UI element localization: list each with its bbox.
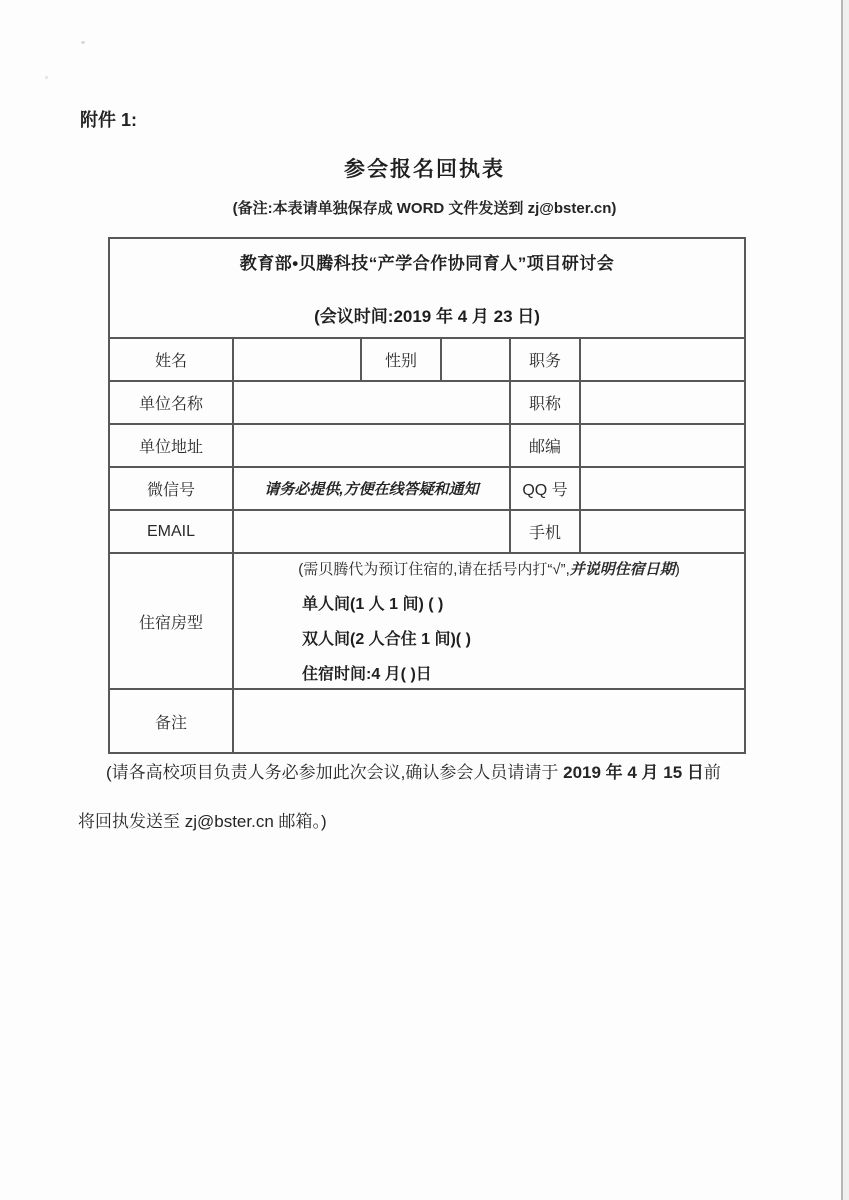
table-row-remarks: [109, 689, 745, 753]
table-row-name: [109, 338, 745, 381]
page-title: 参会报名回执表: [344, 158, 505, 181]
qq-label: QQ 号: [510, 467, 580, 510]
name-blank-cell: [233, 338, 361, 381]
lodging-instruction: [240, 558, 738, 579]
wechat-note-text: 请务必提供,方便在线答疑和通知: [264, 481, 479, 498]
conference-title: 教育部•贝腾科技“产学合作协同育人”项目研讨会: [239, 254, 615, 273]
remarks-label: 备注: [109, 689, 233, 753]
email-blank-cell: [233, 510, 510, 553]
scan-speck: [45, 76, 48, 79]
table-header-row: [109, 238, 745, 338]
footer-note: [78, 748, 788, 846]
org-name-blank-cell: [233, 381, 510, 424]
table-row-org-address: [109, 424, 745, 467]
mobile-label: 手机: [510, 510, 580, 553]
position-label: 职务: [510, 338, 580, 381]
scan-speck: [81, 41, 85, 44]
footer-deadline-date: 2019 年 4 月 15 日: [563, 763, 704, 782]
prof-title-label: 职称: [510, 381, 580, 424]
conference-date: (会议时间:2019 年 4 月 23 日): [314, 307, 540, 326]
remarks-blank-cell: [233, 689, 745, 753]
wechat-note-cell: [233, 467, 510, 510]
org-name-label: 单位名称: [109, 381, 233, 424]
email-label: EMAIL: [109, 510, 233, 553]
footer-line1-prefix: (请各高校项目负责人务必参加此次会议,确认参会人员请请于: [106, 763, 564, 782]
page-subtitle-note: (备注:本表请单独保存成 WORD 文件发送到 zj@bster.cn): [232, 200, 617, 217]
lodging-option-single: 单人间(1 人 1 间) ( ): [302, 596, 444, 613]
position-blank-cell: [580, 338, 745, 381]
gender-label: 性别: [361, 338, 441, 381]
lodging-instruction-suffix: ): [674, 561, 680, 578]
org-address-blank-cell: [233, 424, 510, 467]
postcode-label: 邮编: [510, 424, 580, 467]
table-header-cell: [109, 238, 745, 338]
footer-line1: [78, 748, 788, 797]
name-label: 姓名: [109, 338, 233, 381]
registration-table: [108, 237, 746, 754]
mobile-blank-cell: [580, 510, 745, 553]
lodging-option-double: 双人间(2 人合住 1 间)( ): [302, 631, 471, 648]
footer-line2: 将回执发送至 zj@bster.cn 邮箱。): [78, 812, 327, 831]
table-row-wechat: [109, 467, 745, 510]
postcode-blank-cell: [580, 424, 745, 467]
lodging-instruction-prefix: (需贝腾代为预订住宿的,请在括号内打“√”,: [298, 561, 570, 578]
table-row-org-name: [109, 381, 745, 424]
org-address-label: 单位地址: [109, 424, 233, 467]
lodging-label: 住宿房型: [109, 553, 233, 689]
prof-title-blank-cell: [580, 381, 745, 424]
lodging-instruction-emphasis: 并说明住宿日期: [569, 561, 675, 578]
table-row-email: [109, 510, 745, 553]
table-row-lodging: [109, 553, 745, 689]
gender-blank-cell: [441, 338, 510, 381]
wechat-label: 微信号: [109, 467, 233, 510]
attachment-label: 附件 1:: [80, 110, 138, 130]
lodging-dates-line: 住宿时间:4 月( )日: [302, 666, 432, 683]
lodging-content-cell: [233, 553, 745, 689]
footer-line1-suffix: 前: [703, 763, 721, 782]
qq-blank-cell: [580, 467, 745, 510]
